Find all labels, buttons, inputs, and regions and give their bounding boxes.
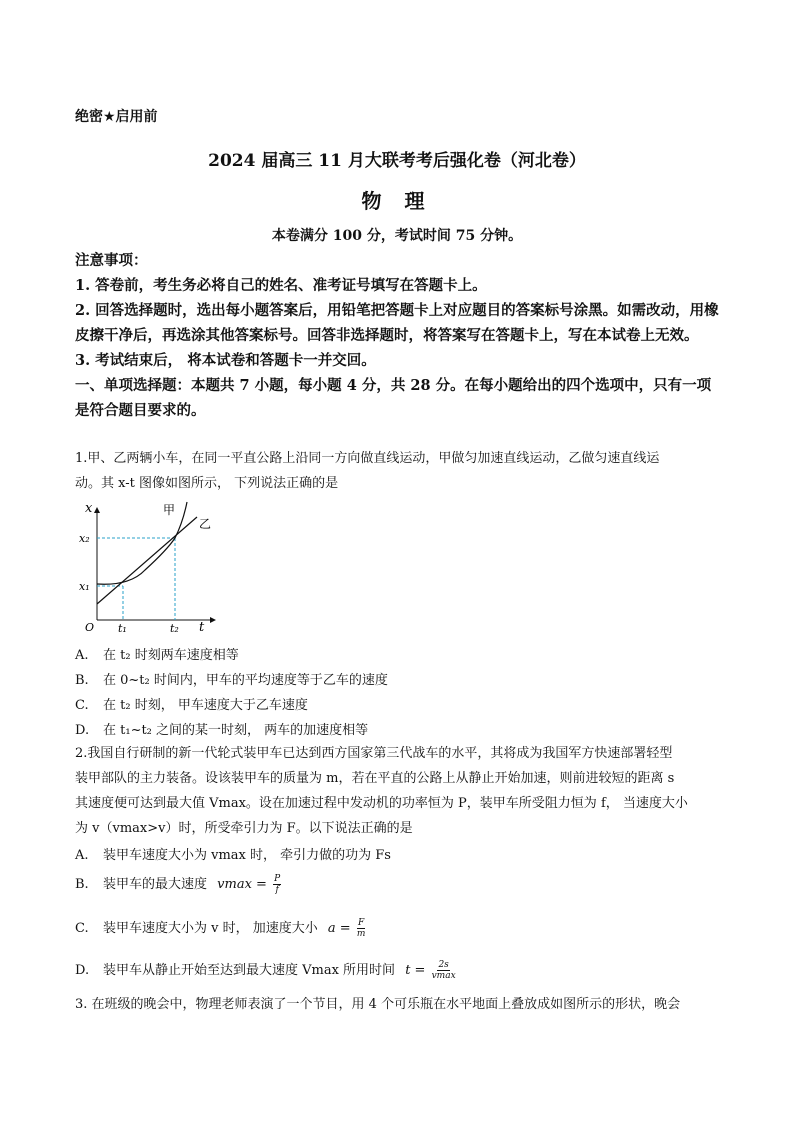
fraction-numerator: 2s (438, 960, 449, 970)
option-d (75, 719, 368, 738)
option-text: 装甲车速度大小为 v 时， 加速度大小 (103, 921, 318, 936)
fraction (273, 874, 281, 895)
option-text: 在 t₂ 时刻， 甲车速度大于乙车速度 (103, 698, 308, 713)
option-text: 在 t₁~t₂ 之间的某一时刻， 两车的加速度相等 (103, 723, 369, 738)
t2-label: t₂ (170, 622, 179, 635)
notice-item: 3. 考试结束后， 将本试卷和答题卡一并交回。 (75, 352, 376, 369)
stem-line: 动。其 x-t 图像如图所示， 下列说法正确的是 (75, 476, 339, 491)
origin-label: O (85, 621, 95, 634)
fraction-denominator: f (275, 885, 279, 895)
option-text: 装甲车的最大速度 (103, 877, 208, 892)
jia-label: 甲 (163, 503, 176, 517)
option-text: 装甲车从静止开始至达到最大速度 Vmax 所用时间 (103, 963, 396, 978)
section-heading: 一、单项选择题：本题共 7 小题，每小题 4 分，共 28 分。在每小题给出的四个选项中，只有一项是符合题目要求的。 (75, 377, 712, 419)
q2-option-a (75, 844, 391, 863)
option-text: 在 0~t₂ 时间内，甲车的平均速度等于乙车的速度 (103, 673, 388, 688)
option-text: 在 t₂ 时刻两车速度相等 (103, 648, 239, 663)
formula-lhs: t = (405, 963, 426, 978)
fraction-numerator: F (357, 918, 365, 928)
line-yi (97, 517, 197, 604)
option-letter: B. (75, 877, 89, 892)
notice-section (75, 248, 725, 423)
question-2-stem (75, 741, 725, 841)
fraction-numerator: P (274, 874, 281, 884)
yi-label: 乙 (199, 517, 212, 531)
fraction-denominator: m (356, 929, 366, 939)
option-letter: A. (75, 648, 89, 663)
stem-line: 2.我国自行研制的新一代轮式装甲车已达到西方国家第三代战车的水平，其将成为我国军方快速部署轻型 (75, 746, 673, 761)
stem-line: 装甲部队的主力装备。设该装甲车的质量为 m，若在平直的公路上从静止开始加速，则前进较短的距离 s (75, 771, 675, 786)
stem-line: 为 v（vmax>v）时，所受牵引力为 F。以下说法正确的是 (75, 821, 413, 836)
option-b (75, 669, 388, 688)
option-letter: D. (75, 723, 90, 738)
fraction-denominator: vmax (431, 971, 456, 981)
stem-line: 1.甲、乙两辆小车，在同一平直公路上沿同一方向做直线运动，甲做匀加速直线运动，乙做匀速直线运 (75, 451, 660, 466)
option-c (75, 694, 308, 713)
formula-lhs: a = (327, 921, 351, 936)
notice-item: 2. 回答选择题时，选出每小题答案后，用铅笔把答题卡上对应题目的答案标号涂黑。如需改动，用橡皮擦干净后，再选涂其他答案标号。回答非选择题时，将答案写在答题卡上，写在本试卷上无效。 (75, 302, 719, 344)
fraction (432, 960, 456, 981)
exam-title: 2024 届高三 11 月大联考考后强化卷（河北卷） (208, 151, 586, 171)
question-1-stem (75, 446, 725, 496)
option-letter: D. (75, 963, 90, 978)
subject-title: 物 理 (361, 189, 433, 213)
stem-line: 3. 在班级的晚会中，物理老师表演了一个节目，用 4 个可乐瓶在水平地面上叠放成如图所示的形状，晚会 (75, 997, 681, 1012)
notice-heading: 注意事项： (75, 252, 148, 269)
x1-label: x₁ (79, 580, 90, 593)
fraction (357, 918, 366, 939)
stem-line: 其速度便可达到最大值 Vmax。设在加速过程中发动机的功率恒为 P，装甲车所受阻力恒为 f， 当速度大小 (75, 796, 688, 811)
option-letter: C. (75, 698, 89, 713)
q2-option-d (75, 959, 458, 981)
question-3-stem (75, 992, 725, 1017)
x-axis-label: t (199, 620, 205, 635)
option-letter: B. (75, 673, 89, 688)
t1-label: t₁ (118, 622, 127, 635)
confidential-label: 绝密★启用前 (75, 109, 158, 125)
option-text: 装甲车速度大小为 vmax 时， 牵引力做的功为 Fs (103, 848, 391, 863)
notice-item: 1. 答卷前，考生务必将自己的姓名、准考证号填写在答题卡上。 (75, 277, 487, 294)
x2-label: x₂ (79, 532, 90, 545)
option-letter: A. (75, 848, 89, 863)
option-a (75, 644, 239, 663)
y-axis-label: x (85, 501, 93, 516)
xt-graph (75, 498, 225, 638)
q2-option-b (75, 873, 283, 895)
option-letter: C. (75, 921, 89, 936)
q2-option-c (75, 917, 367, 939)
exam-meta: 本卷满分 100 分，考试时间 75 分钟。 (271, 228, 523, 244)
formula-lhs: vmax = (217, 877, 267, 892)
